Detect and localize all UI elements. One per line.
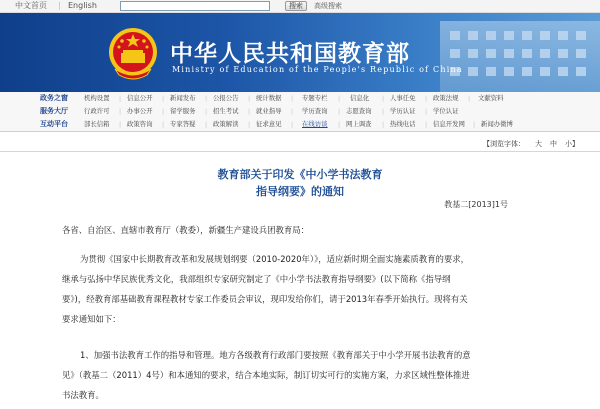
nav-item[interactable]: 行政许可 [84,107,110,115]
font-medium-button[interactable]: 中 [550,140,557,148]
search-button[interactable]: 搜索 [285,1,307,11]
paragraph-line: 为贯彻《国家中长期教育改革和发展规划纲要（2010-2020年）》，适应新时期全面实施素质教育的要求， [80,254,470,264]
paragraph-line: 继承与弘扬中华民族优秀文化，我部组织专家研究制定了《中小学书法教育指导纲要》(以下简称《指导纲 [62,274,451,284]
nav-item[interactable]: 就业指导 [256,107,282,115]
greeting: 各省、自治区、直辖市教育厅（教委），新疆生产建设兵团教育局： [62,225,310,235]
nav-row-government: 政务之窗 机构设置 | 信息公开 | 新闻发布 | 公报公告 | 统计数据 | 专题专栏 | 信息化 | 人事任免 | 政策法规 | 文献资料 [0,92,600,105]
nav-item[interactable]: 热线电话 [390,120,416,128]
nav-item[interactable]: 新闻办微博 [481,120,513,128]
nav-item[interactable]: 新闻发布 [170,94,196,102]
paragraph-line: 书法教育。 [62,390,104,400]
nav-item[interactable]: 信息化 [350,94,370,102]
nav-item[interactable]: 文献资料 [478,94,504,102]
nav-item-online-interview[interactable]: 在线访谈 [302,120,328,128]
nav-item[interactable]: 办事公开 [127,107,153,115]
article-title-line2: 指导纲要》的通知 [256,185,344,198]
font-large-button[interactable]: 大 [535,140,542,148]
paragraph-line: 见》（教基二（2011）4号）和本通知的要求，结合本地实际，制订切实可行的实施方案，力求区域性整体推进 [62,370,470,380]
nav-item[interactable]: 信息公开 [127,94,153,102]
nav-item[interactable]: 统计数据 [256,94,282,102]
paragraph-line: 要求通知如下： [62,314,121,324]
nav-item[interactable]: 政策法规 [433,94,459,102]
nav-item[interactable]: 志愿查询 [346,107,372,115]
search-input[interactable] [120,1,270,11]
nav-row-service: 服务大厅 行政许可 | 办事公开 | 留学服务 | 招生考试 | 就业指导 | 学历查询 | 志愿查询 | 学历认证 | 学位认证 [0,105,600,118]
nav-row-interactive: 互动平台 部长信箱 | 政策咨询 | 专家答疑 | 政策解读 | 征求意见 | 在线访谈 | 网上调查 | 热线电话 | 信息开发网 | 新闻办微博 [0,118,600,131]
font-size-bar [0,139,600,149]
nav-item[interactable]: 学位认证 [433,107,459,115]
home-link[interactable]: 中文首页 [15,1,47,10]
nav-item[interactable]: 招生考试 [213,107,239,115]
nav-row-label: 政务之窗 [40,94,68,102]
top-bar [0,0,600,13]
building-image [440,21,600,92]
site-title: 中华人民共和国教育部 [170,40,410,67]
nav-item[interactable]: 学历认证 [390,107,416,115]
nav-item[interactable]: 学历查询 [302,107,328,115]
nav-item[interactable]: 信息开发网 [433,120,465,128]
national-emblem-icon [107,25,159,81]
divider [0,151,600,152]
english-link[interactable]: English [68,1,97,10]
nav-item[interactable]: 专题专栏 [302,94,328,102]
nav-row-label: 服务大厅 [40,107,68,115]
separator: | [58,1,61,10]
nav-item[interactable]: 留学服务 [170,107,196,115]
site-subtitle: Ministry of Education of the People's Republic of China [172,65,463,74]
nav-item[interactable]: 机构设置 [84,94,110,102]
paragraph-line: 1、加强书法教育工作的指导和管理。地方各级教育行政部门要按照《教育部关于中小学开展书法教育的意 [80,350,471,360]
nav-item[interactable]: 政策咨询 [127,120,153,128]
nav-item[interactable]: 公报公告 [213,94,239,102]
nav-row-label: 互动平台 [40,120,68,128]
nav-item[interactable]: 征求意见 [256,120,282,128]
paragraph-line: 要》)，经教育部基础教育课程教材专家工作委员会审议，现印发给你们，请于2013年春季开始执行。现将有关 [62,294,468,304]
nav-item[interactable]: 部长信箱 [84,120,110,128]
nav-item[interactable]: 专家答疑 [170,120,196,128]
site-banner [0,13,600,92]
nav-item[interactable]: 网上调查 [346,120,372,128]
document-number: 教基二[2013]1号 [444,200,508,209]
advanced-search-link[interactable]: 高级搜索 [314,2,342,10]
main-navigation [0,92,600,132]
nav-item[interactable]: 人事任免 [390,94,416,102]
article-title-line1: 教育部关于印发《中小学书法教育 [217,168,383,181]
font-small-button[interactable]: 小】 [565,140,579,148]
font-size-label: 【浏览字体： [483,140,525,148]
nav-item[interactable]: 政策解读 [213,120,239,128]
